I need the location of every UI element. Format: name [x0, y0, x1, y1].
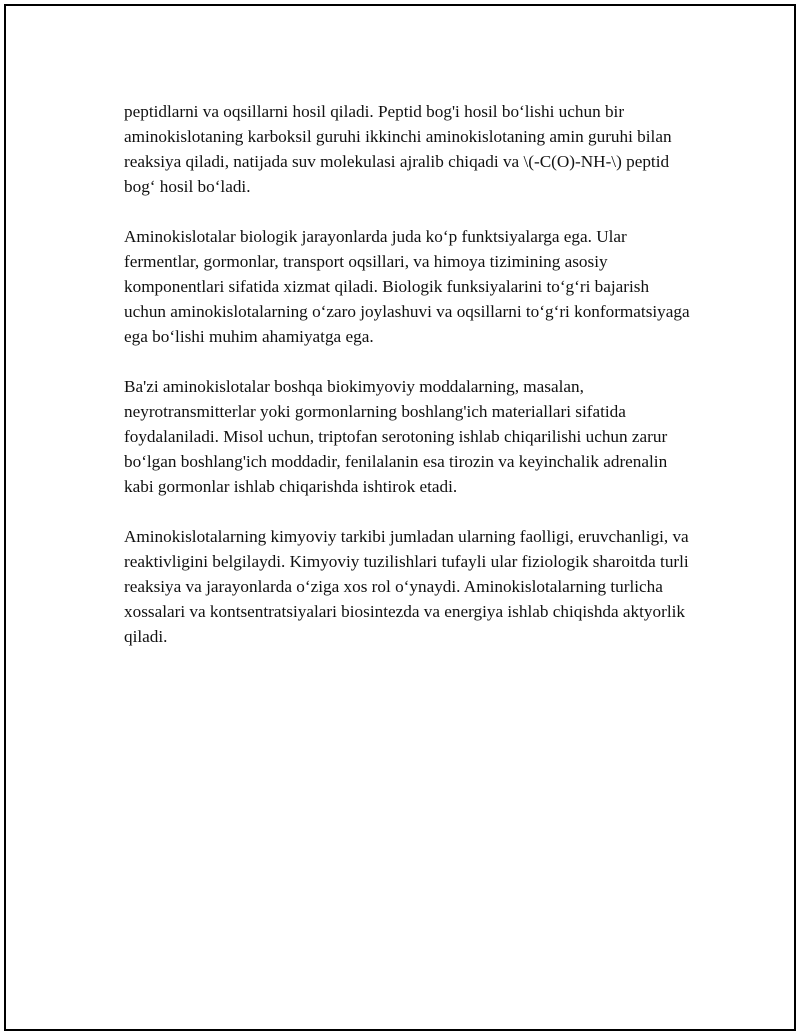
paragraph-chemical-properties: Aminokislotalarning kimyoviy tarkibi jumladan ularning faolligi, eruvchanligi, va reaktivligini belgilaydi. Kimyoviy tuzilishlari tufayli ular fiziologik sharoitda turli reaksiya va jarayonlarda o‘ziga xos rol o‘ynaydi. Aminokislotalarning turlicha xossalari va kontsentratsiyalari biosintezda va energiya ishlab chiqishda aktyorlik qiladi. — [124, 527, 689, 646]
paragraph-biological-functions: Aminokislotalar biologik jarayonlarda juda ko‘p funktsiyalarga ega. Ular fermentlar, gormonlar, transport oqsillari, va himoya tizimining asosiy komponentlari sifatida xizmat qiladi. Biologik funksiyalarini to‘g‘ri bajarish uchun aminokislotalarning o‘zaro joylashuvi va oqsillarni to‘g‘ri konformatsiyaga ega bo‘lishi muhim ahamiyatga ega. — [124, 227, 690, 346]
page-frame — [4, 4, 796, 1031]
paragraph-peptide-bond: peptidlarni va oqsillarni hosil qiladi. Peptid bog'i hosil bo‘lishi uchun bir aminokislotaning karboksil guruhi ikkinchi aminokislotaning amin guruhi bilan reaksiya qiladi, natijada suv molekulasi ajralib chiqadi va \(-C(O)-NH-\) peptid bog‘ hosil bo‘ladi. — [124, 102, 672, 196]
document-body — [124, 99, 694, 674]
paragraph-precursors: Ba'zi aminokislotalar boshqa biokimyoviy moddalarning, masalan, neyrotransmitterlar yoki gormonlarning boshlang'ich materiallari sifatida foydalaniladi. Misol uchun, triptofan serotoning ishlab chiqarilishi uchun zarur bo‘lgan boshlang'ich moddadir, fenilalanin esa tirozin va keyinchalik adrenalin kabi gormonlar ishlab chiqarishda ishtirok etadi. — [124, 377, 668, 496]
